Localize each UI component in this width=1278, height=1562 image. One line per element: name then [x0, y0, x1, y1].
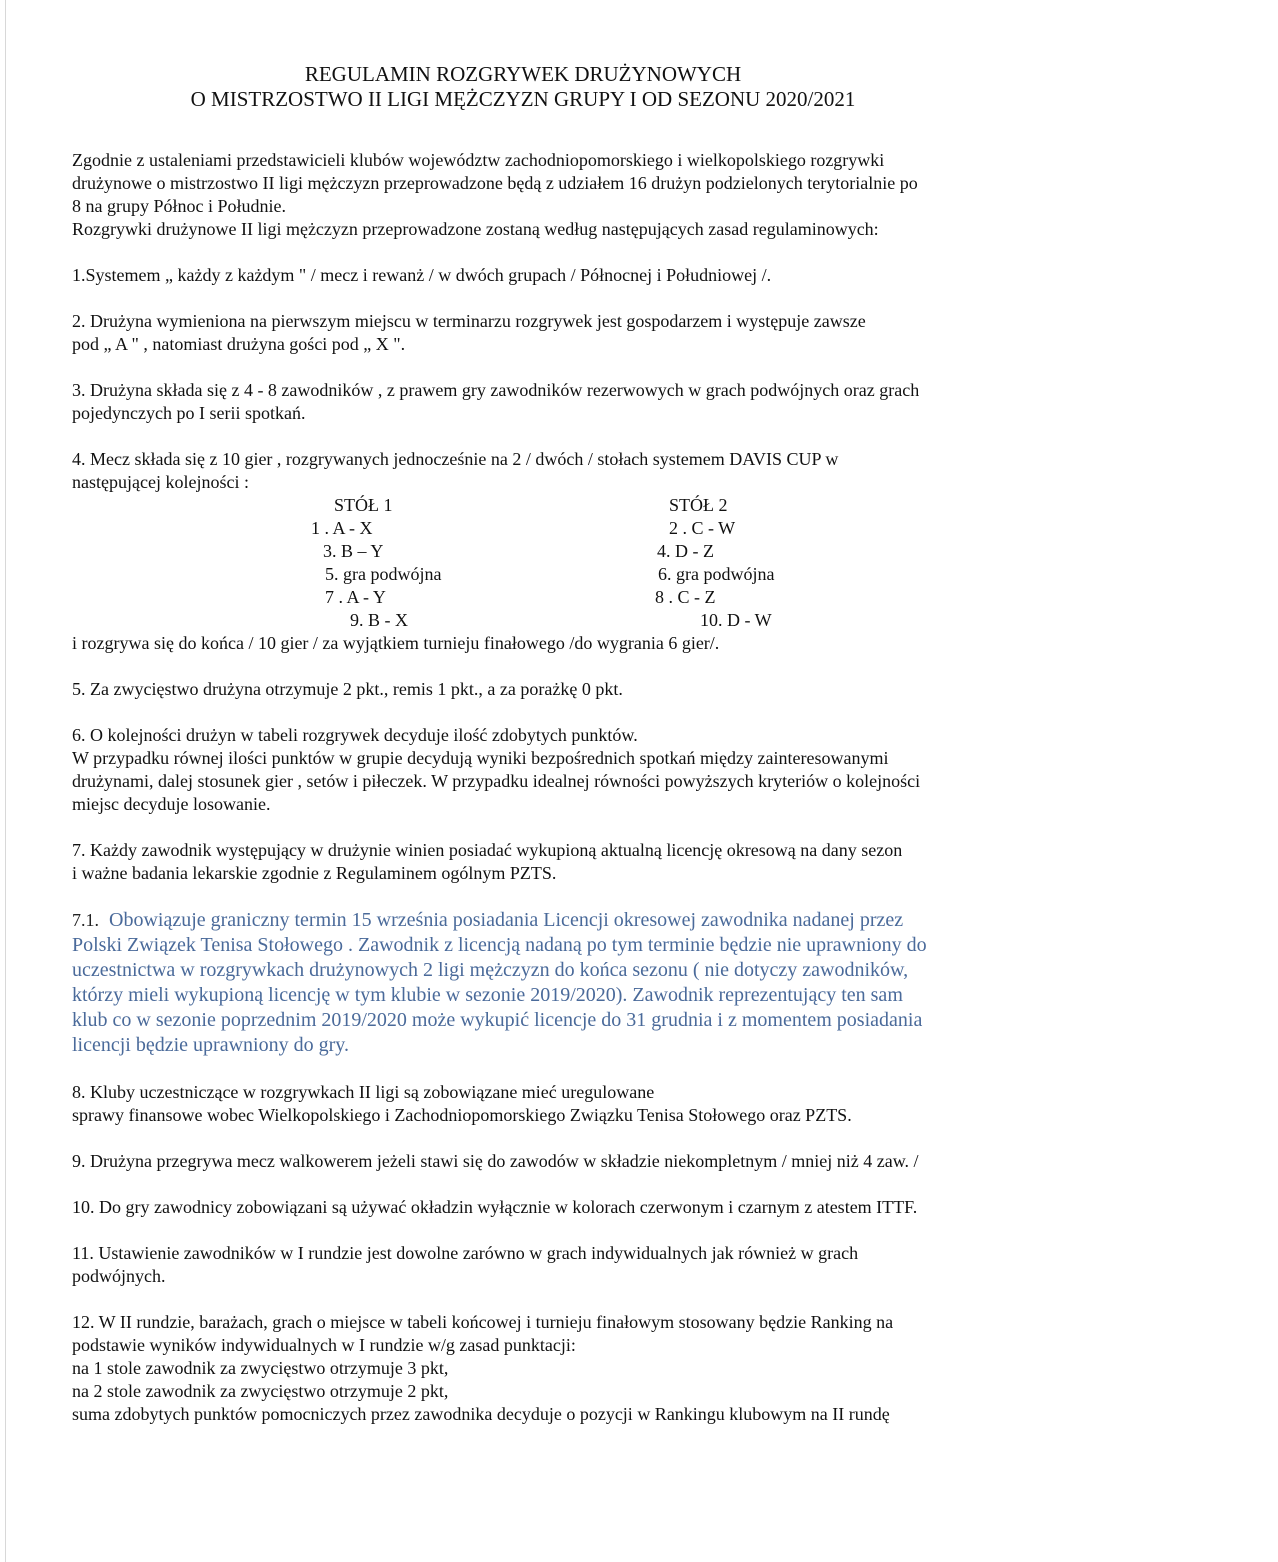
- rule-line: uczestnictwa w rozgrywkach drużynowych 2 ligi mężczyzn do końca sezonu ( nie dotyczy zawodników,: [72, 959, 909, 981]
- table-2-game: 8 . C - Z: [655, 587, 716, 607]
- rule-line: 2. Drużyna wymieniona na pierwszym miejscu w terminarzu rozgrywek jest gospodarzem i występuje zawsze: [72, 311, 866, 331]
- rule-line: i ważne badania lekarskie zgodnie z Regulaminem ogólnym PZTS.: [72, 863, 557, 883]
- rule-10: [72, 1196, 1072, 1219]
- rule-text: Obowiązuje graniczny termin 15 września posiadania Licencji okresowej zawodnika nadanej przez: [109, 909, 904, 931]
- rule-line: klub co w sezonie poprzednim 2019/2020 może wykupić licencje do 31 grudnia i z momentem posiadania: [72, 1009, 923, 1031]
- rule-line: 9. Drużyna przegrywa mecz walkowerem jeżeli stawi się do zawodów w składzie niekompletnym / mniej niż 4 zaw. /: [72, 1151, 919, 1171]
- rule-line: sprawy finansowe wobec Wielkopolskiego i Zachodniopomorskiego Związku Tenisa Stołowego oraz PZTS.: [72, 1105, 852, 1125]
- document: [72, 62, 1072, 1426]
- table-2-game: 2 . C - W: [669, 518, 736, 538]
- rule-7-1: [72, 908, 1072, 1058]
- rule-4: [72, 448, 1072, 494]
- rule-line: Polski Związek Tenisa Stołowego . Zawodnik z licencją nadaną po tym terminie będzie nie uprawniony do: [72, 934, 927, 956]
- title-line-2: O MISTRZOSTWO II LIGI MĘŻCZYZN GRUPY I OD SEZONU 2020/2021: [190, 87, 856, 111]
- rule-line: podstawie wyników indywidualnych w I rundzie w/g zasad punktacji:: [72, 1335, 576, 1355]
- rule-line: 8. Kluby uczestniczące w rozgrywkach II ligi są zobowiązane mieć uregulowane: [72, 1082, 655, 1102]
- table-2-game: 6. gra podwójna: [658, 564, 775, 584]
- rule-7: [72, 839, 1072, 885]
- intro-line: Rozgrywki drużynowe II ligi mężczyzn przeprowadzone zostaną według następujących zasad regulaminowych:: [72, 219, 879, 239]
- rule-line: pod „ A " , natomiast drużyna gości pod „ X ".: [72, 334, 406, 354]
- rule-9: [72, 1150, 1072, 1173]
- rule-line: którzy mieli wykupioną licencję w tym klubie w sezonie 2019/2020). Zawodnik reprezentujący ten sam: [72, 984, 903, 1006]
- table-2-game: 10. D - W: [700, 610, 772, 630]
- rule-11: [72, 1242, 1072, 1288]
- document-title: [72, 62, 1072, 112]
- table-1-game: 1 . A - X: [311, 518, 373, 538]
- page-edge: [5, 0, 6, 1562]
- rule-line: [72, 908, 1072, 933]
- rule-line: 1.Systemem „ każdy z każdym " / mecz i rewanż / w dwóch grupach / Północnej i Południowej /.: [72, 265, 772, 285]
- table-1-header: STÓŁ 1: [334, 495, 393, 515]
- table-1-game: 5. gra podwójna: [325, 564, 442, 584]
- rule-line: następującej kolejności :: [72, 472, 249, 492]
- rule-line: 5. Za zwycięstwo drużyna otrzymuje 2 pkt., remis 1 pkt., a za porażkę 0 pkt.: [72, 679, 623, 699]
- rule-line: 12. W II rundzie, barażach, grach o miejsce w tabeli końcowej i turnieju finałowym stosowany będzie Ranking na: [72, 1312, 894, 1332]
- rule-line: suma zdobytych punktów pomocniczych przez zawodnika decyduje o pozycji w Rankingu klubowym na II rundę: [72, 1404, 890, 1424]
- rule-number: 7.1.: [72, 910, 99, 930]
- rule-line: 7. Każdy zawodnik występujący w drużynie winien posiadać wykupioną aktualną licencję okresową na dany sezon: [72, 840, 903, 860]
- rule-line: W przypadku równej ilości punktów w grupie decydują wyniki bezpośrednich spotkań między zainteresowanymi: [72, 748, 889, 768]
- intro-line: drużynowe o mistrzostwo II ligi mężczyzn przeprowadzone będą z udziałem 16 drużyn podzielonych terytorialnie po: [72, 173, 918, 193]
- rule-line: na 1 stole zawodnik za zwycięstwo otrzymuje 3 pkt,: [72, 1358, 449, 1378]
- rule-line: miejsc decyduje losowanie.: [72, 794, 271, 814]
- rule-12: [72, 1311, 1072, 1426]
- rule-line: 3. Drużyna składa się z 4 - 8 zawodników , z prawem gry zawodników rezerwowych w grach podwójnych oraz grach: [72, 380, 920, 400]
- table-1-game: 9. B - X: [350, 610, 408, 630]
- rule-8: [72, 1081, 1072, 1127]
- rule-line: 10. Do gry zawodnicy zobowiązani są używać okładzin wyłącznie w kolorach czerwonym i czarnym z atestem ITTF.: [72, 1197, 918, 1217]
- rule-3: [72, 379, 1072, 425]
- rule-2: [72, 310, 1072, 356]
- rule-4-end: [72, 632, 1072, 655]
- table-1-game: 3. B – Y: [323, 541, 384, 561]
- rule-line: 6. O kolejności drużyn w tabeli rozgrywek decyduje ilość zdobytych punktów.: [72, 725, 638, 745]
- table-1-game: 7 . A - Y: [325, 587, 386, 607]
- intro-line: Zgodnie z ustaleniami przedstawicieli klubów województw zachodniopomorskiego i wielkopolskiego rozgrywki: [72, 150, 885, 170]
- rule-line: licencji będzie uprawniony do gry.: [72, 1034, 349, 1056]
- table-2-header: STÓŁ 2: [669, 495, 728, 515]
- intro-line: 8 na grupy Północ i Południe.: [72, 196, 286, 216]
- intro-paragraph: [72, 149, 1072, 241]
- rule-line: i rozgrywa się do końca / 10 gier / za wyjątkiem turnieju finałowego /do wygrania 6 gier/.: [72, 633, 720, 653]
- rule-line: 11. Ustawienie zawodników w I rundzie jest dowolne zarówno w grach indywidualnych jak również w grach: [72, 1243, 859, 1263]
- rule-line: 4. Mecz składa się z 10 gier , rozgrywanych jednocześnie na 2 / dwóch / stołach systemem DAVIS CUP w: [72, 449, 839, 469]
- rule-line: podwójnych.: [72, 1266, 166, 1286]
- rule-5: [72, 678, 1072, 701]
- rule-1: [72, 264, 1072, 287]
- title-line-1: REGULAMIN ROZGRYWEK DRUŻYNOWYCH: [304, 62, 742, 86]
- rule-6: [72, 724, 1072, 816]
- rule-line: pojedynczych po I serii spotkań.: [72, 403, 306, 423]
- rule-line: na 2 stole zawodnik za zwycięstwo otrzymuje 2 pkt,: [72, 1381, 449, 1401]
- rule-line: drużynami, dalej stosunek gier , setów i piłeczek. W przypadku idealnej równości powyższych kryteriów o kolejności: [72, 771, 921, 791]
- table-2-game: 4. D - Z: [657, 541, 714, 561]
- game-order-table: [72, 494, 1072, 632]
